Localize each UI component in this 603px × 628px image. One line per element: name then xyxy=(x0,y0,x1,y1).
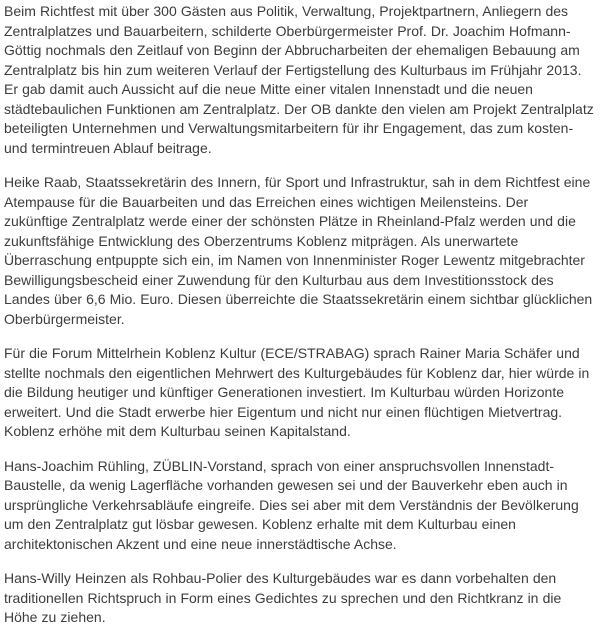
paragraph-zueblin-vorstand: Hans-Joachim Rühling, ZÜBLIN-Vorstand, sprach von einer anspruchsvollen Innenstadt-Baustelle, da wenig Lagerfläche vorhanden gewesen sei und der Bauverkehr eben auch in ursprüngliche Verkehrsabläufe eingreife. Dies sei aber mit dem Verständnis der Bevölkerung um den Zentralplatz gut lösbar gewesen. Koblenz erhalte mit dem Kulturbau einen architektonischen Akzent und eine neue innerstädtische Achse. xyxy=(4,457,579,552)
paragraph-rohbau-polier: Hans-Willy Heinzen als Rohbau-Polier des Kulturgebäudes war es dann vorbehalten den traditionellen Richtspruch in Form eines Gedichtes zu sprechen und den Richtkranz in die Höhe zu ziehen. xyxy=(4,570,562,625)
paragraph-staatssekretaerin-raab: Heike Raab, Staatssekretärin des Innern, für Sport und Infrastruktur, sah in dem Richtfest eine Atempause für die Bauarbeiten und das Erreichen eines wichtigen Meilensteins. Der zukünftige Zentralplatz werde einer der schönsten Plätze in Rheinland-Pfalz werden und die zukunftsfähige Entwicklung des Oberzentrums Koblenz mitprägen. Als unerwartete Überraschung entpuppte sich ein, im Namen von Innenminister Roger Lewentz mitgebrachter Bewilligungsbescheid einer Zuwendung für den Kulturbau aus dem Investitionsstock des Landes über 6,6 Mio. Euro. Diesen überreichte die Staatssekretärin einem sichtbar glücklichen Oberbürgermeister. xyxy=(4,174,593,327)
paragraph-richtfest-ob: Beim Richtfest mit über 300 Gästen aus Politik, Verwaltung, Projektpartnern, Anliegern des Zentralplatzes und Bauarbeitern, schilderte Oberbürgermeister Prof. Dr. Joachim Hofmann-Göttig nochmals den Zeitlauf von Beginn der Abbrucharbeiten der ehemaligen Bebauung am Zentralplatz bis hin zum weiteren Verlauf der Fertigstellung des Kulturbaus im Frühjahr 2013. Er gab damit auch Aussicht auf die neue Mitte einer vitalen Innenstadt und die neuen städtebaulichen Funktionen am Zentralplatz. Der OB dankte den vielen am Projekt Zentralplatz beteiligten Unternehmen und Verwaltungsmitarbeitern für ihr Engagement, das zum kosten- und termintreuen Ablauf beitrage. xyxy=(4,3,594,156)
paragraph-forum-mittelrhein: Für die Forum Mittelrhein Koblenz Kultur (ECE/STRABAG) sprach Rainer Maria Schäfer und stellte nochmals den eigentlichen Mehrwert des Kulturgebäudes für Koblenz dar, hier würde in die Bildung heutiger und künftiger Generationen investiert. Im Kulturbau würden Horizonte erweitert. Und die Stadt erwerbe hier Eigentum und nicht nur einen flüchtigen Mietvertrag. Koblenz erhöhe mit dem Kulturbau seinen Kapitalstand. xyxy=(4,345,590,439)
